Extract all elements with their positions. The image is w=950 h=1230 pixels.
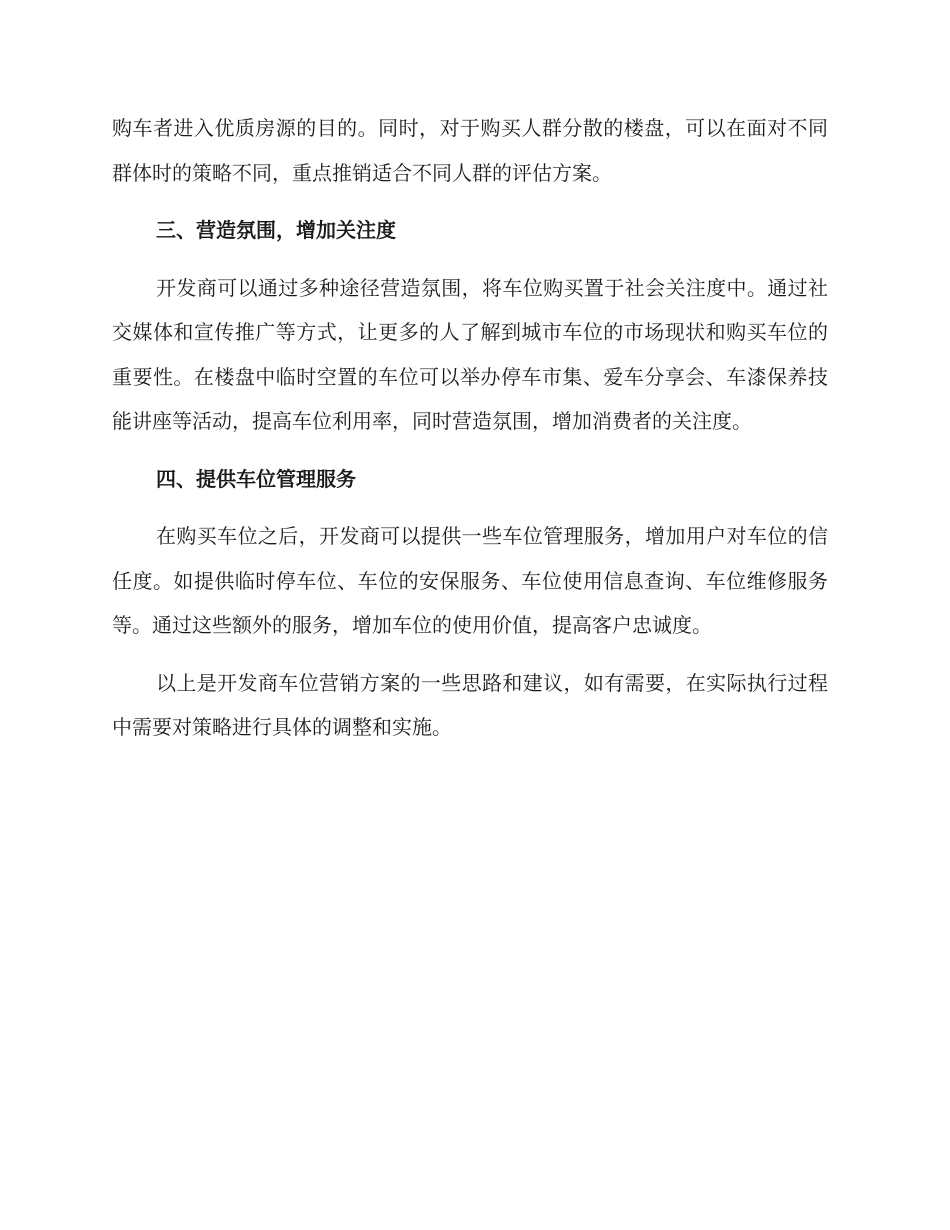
paragraph-gap <box>112 253 828 266</box>
section-heading-3: 三、营造氛围，增加关注度 <box>156 218 396 242</box>
section-body-3: 开发商可以通过多种途径营造氛围，将车位购买置于社会关注度中。通过社交媒体和宣传推广等方式，让更多的人了解到城市车位的市场现状和购买车位的重要性。在楼盘中临时空置的车位可以举办停车市集、爱车分享会、车漆保养技能讲座等活动，提高车位利用率，同时营造氛围，增加消费者的关注度。 <box>112 275 828 433</box>
paragraph-gap <box>112 195 828 208</box>
paragraph-gap <box>112 501 828 514</box>
conclusion-paragraph: 以上是开发商车位营销方案的一些思路和建议，如有需要，在实际执行过程中需要对策略进行具体的调整和实施。 <box>112 670 828 739</box>
section-heading-4: 四、提供车位管理服务 <box>156 466 356 491</box>
section-body-4: 在购买车位之后，开发商可以提供一些车位管理服务，增加用户对车位的信任度。如提供临时停车位、车位的安保服务、车位使用信息查询、车位维修服务等。通过这些额外的服务，增加车位的使用价值，提高客户忠诚度。 <box>112 524 828 637</box>
paragraph-gap <box>112 648 828 661</box>
paragraph-gap <box>112 444 828 457</box>
paragraph-continuation: 购车者进入优质房源的目的。同时，对于购买人群分散的楼盘，可以在面对不同群体时的策略不同，重点推销适合不同人群的评估方案。 <box>112 116 828 185</box>
